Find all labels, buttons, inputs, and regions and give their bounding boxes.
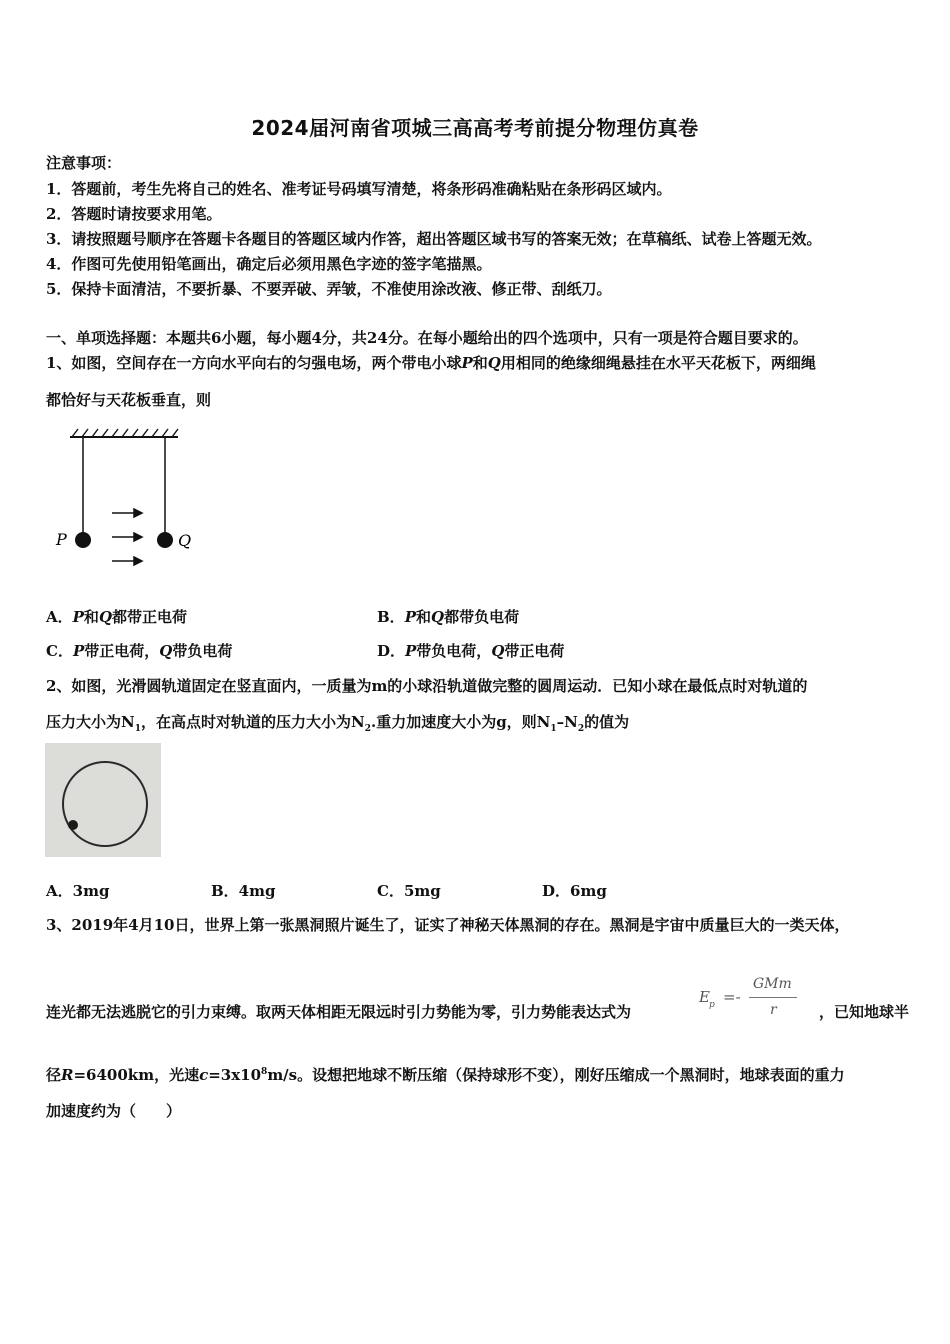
q1-option-a: A．P和Q都带正电荷 <box>46 608 188 626</box>
question-1-stem: 1、如图，空间存在一方向水平向右的匀强电场，两个带电小球P和Q用相同的绝缘细绳悬挂在水平天花板下，两细绳 <box>46 354 816 372</box>
q1-option-d: D．P带负电荷，Q带正电荷 <box>377 642 565 660</box>
notice-item-3: 3．请按照题号顺序在答题卡各题目的答题区域内作答，超出答题区域书写的答案无效；在草稿纸、试卷上答题无效。 <box>46 230 822 248</box>
question-2-stem: 2、如图，光滑圆轨道固定在竖直面内，一质量为m的小球沿轨道做完整的圆周运动．已知小球在最低点时对轨道的 <box>46 677 808 695</box>
label-p: P <box>56 530 67 549</box>
q2-option-b: B．4mg <box>211 882 276 900</box>
notice-heading: 注意事项： <box>46 154 122 172</box>
label-q: Q <box>178 531 192 550</box>
q1-option-b: B．P和Q都带负电荷 <box>377 608 520 626</box>
page-title: 2024届河南省项城三高高考考前提分物理仿真卷 <box>251 116 699 140</box>
question-2-stem-cont: 压力大小为$N_1$，在高点时对轨道的压力大小为$N_2$.重力加速度大小为g，则$N_1-N_2$的值为 <box>46 713 630 734</box>
question-3-stem-tail: ，已知地球半 <box>819 1003 910 1021</box>
circular-track-figure <box>45 743 161 857</box>
question-3-stem-line3: 径R=6400km，光速$c=3x10^8m/s$。设想把地球不断压缩（保持球形不变），刚好压缩成一个黑洞时，地球表面的重力 <box>46 1066 845 1084</box>
field-arrows <box>112 509 142 565</box>
ball <box>68 820 78 830</box>
section-heading: 一、单项选择题：本题共6小题，每小题4分，共24分。在每小题给出的四个选项中，只有一项是符合题目要求的。 <box>46 329 808 347</box>
track-circle <box>63 762 147 846</box>
ceiling-hatch <box>72 429 178 437</box>
q1-option-c: C．P带正电荷，Q带负电荷 <box>46 642 233 660</box>
pendulum-figure <box>50 425 210 575</box>
ball-p <box>75 532 91 548</box>
q2-option-c: C．5mg <box>377 882 441 900</box>
question-3-stem-cont: 连光都无法逃脱它的引力束缚。取两天体相距无限远时引力势能为零，引力势能表达式为 <box>46 1003 632 1021</box>
notice-item-1: 1．答题前，考生先将自己的姓名、准考证号码填写清楚，将条形码准确粘贴在条形码区域内。 <box>46 180 672 198</box>
question-3-stem: 3、2019年4月10日，世界上第一张黑洞照片诞生了，证实了神秘天体黑洞的存在。黑洞是宇宙中质量巨大的一类天体， <box>46 916 850 934</box>
potential-energy-formula: E p =- GMm r <box>697 972 807 1024</box>
question-1-stem-cont: 都恰好与天花板垂直，则 <box>46 391 212 409</box>
notice-item-5: 5．保持卡面清洁，不要折暴、不要弄破、弄皱，不准使用涂改液、修正带、刮纸刀。 <box>46 280 612 298</box>
notice-item-4: 4．作图可先使用铅笔画出，确定后必须用黑色字迹的签字笔描黑。 <box>46 255 492 273</box>
ball-q <box>157 532 173 548</box>
q2-option-d: D．6mg <box>542 882 607 900</box>
circular-track-photo <box>45 743 161 857</box>
notice-item-2: 2．答题时请按要求用笔。 <box>46 205 222 223</box>
q2-option-a: A．3mg <box>46 882 110 900</box>
question-3-stem-line4: 加速度约为（ ） <box>46 1102 182 1120</box>
